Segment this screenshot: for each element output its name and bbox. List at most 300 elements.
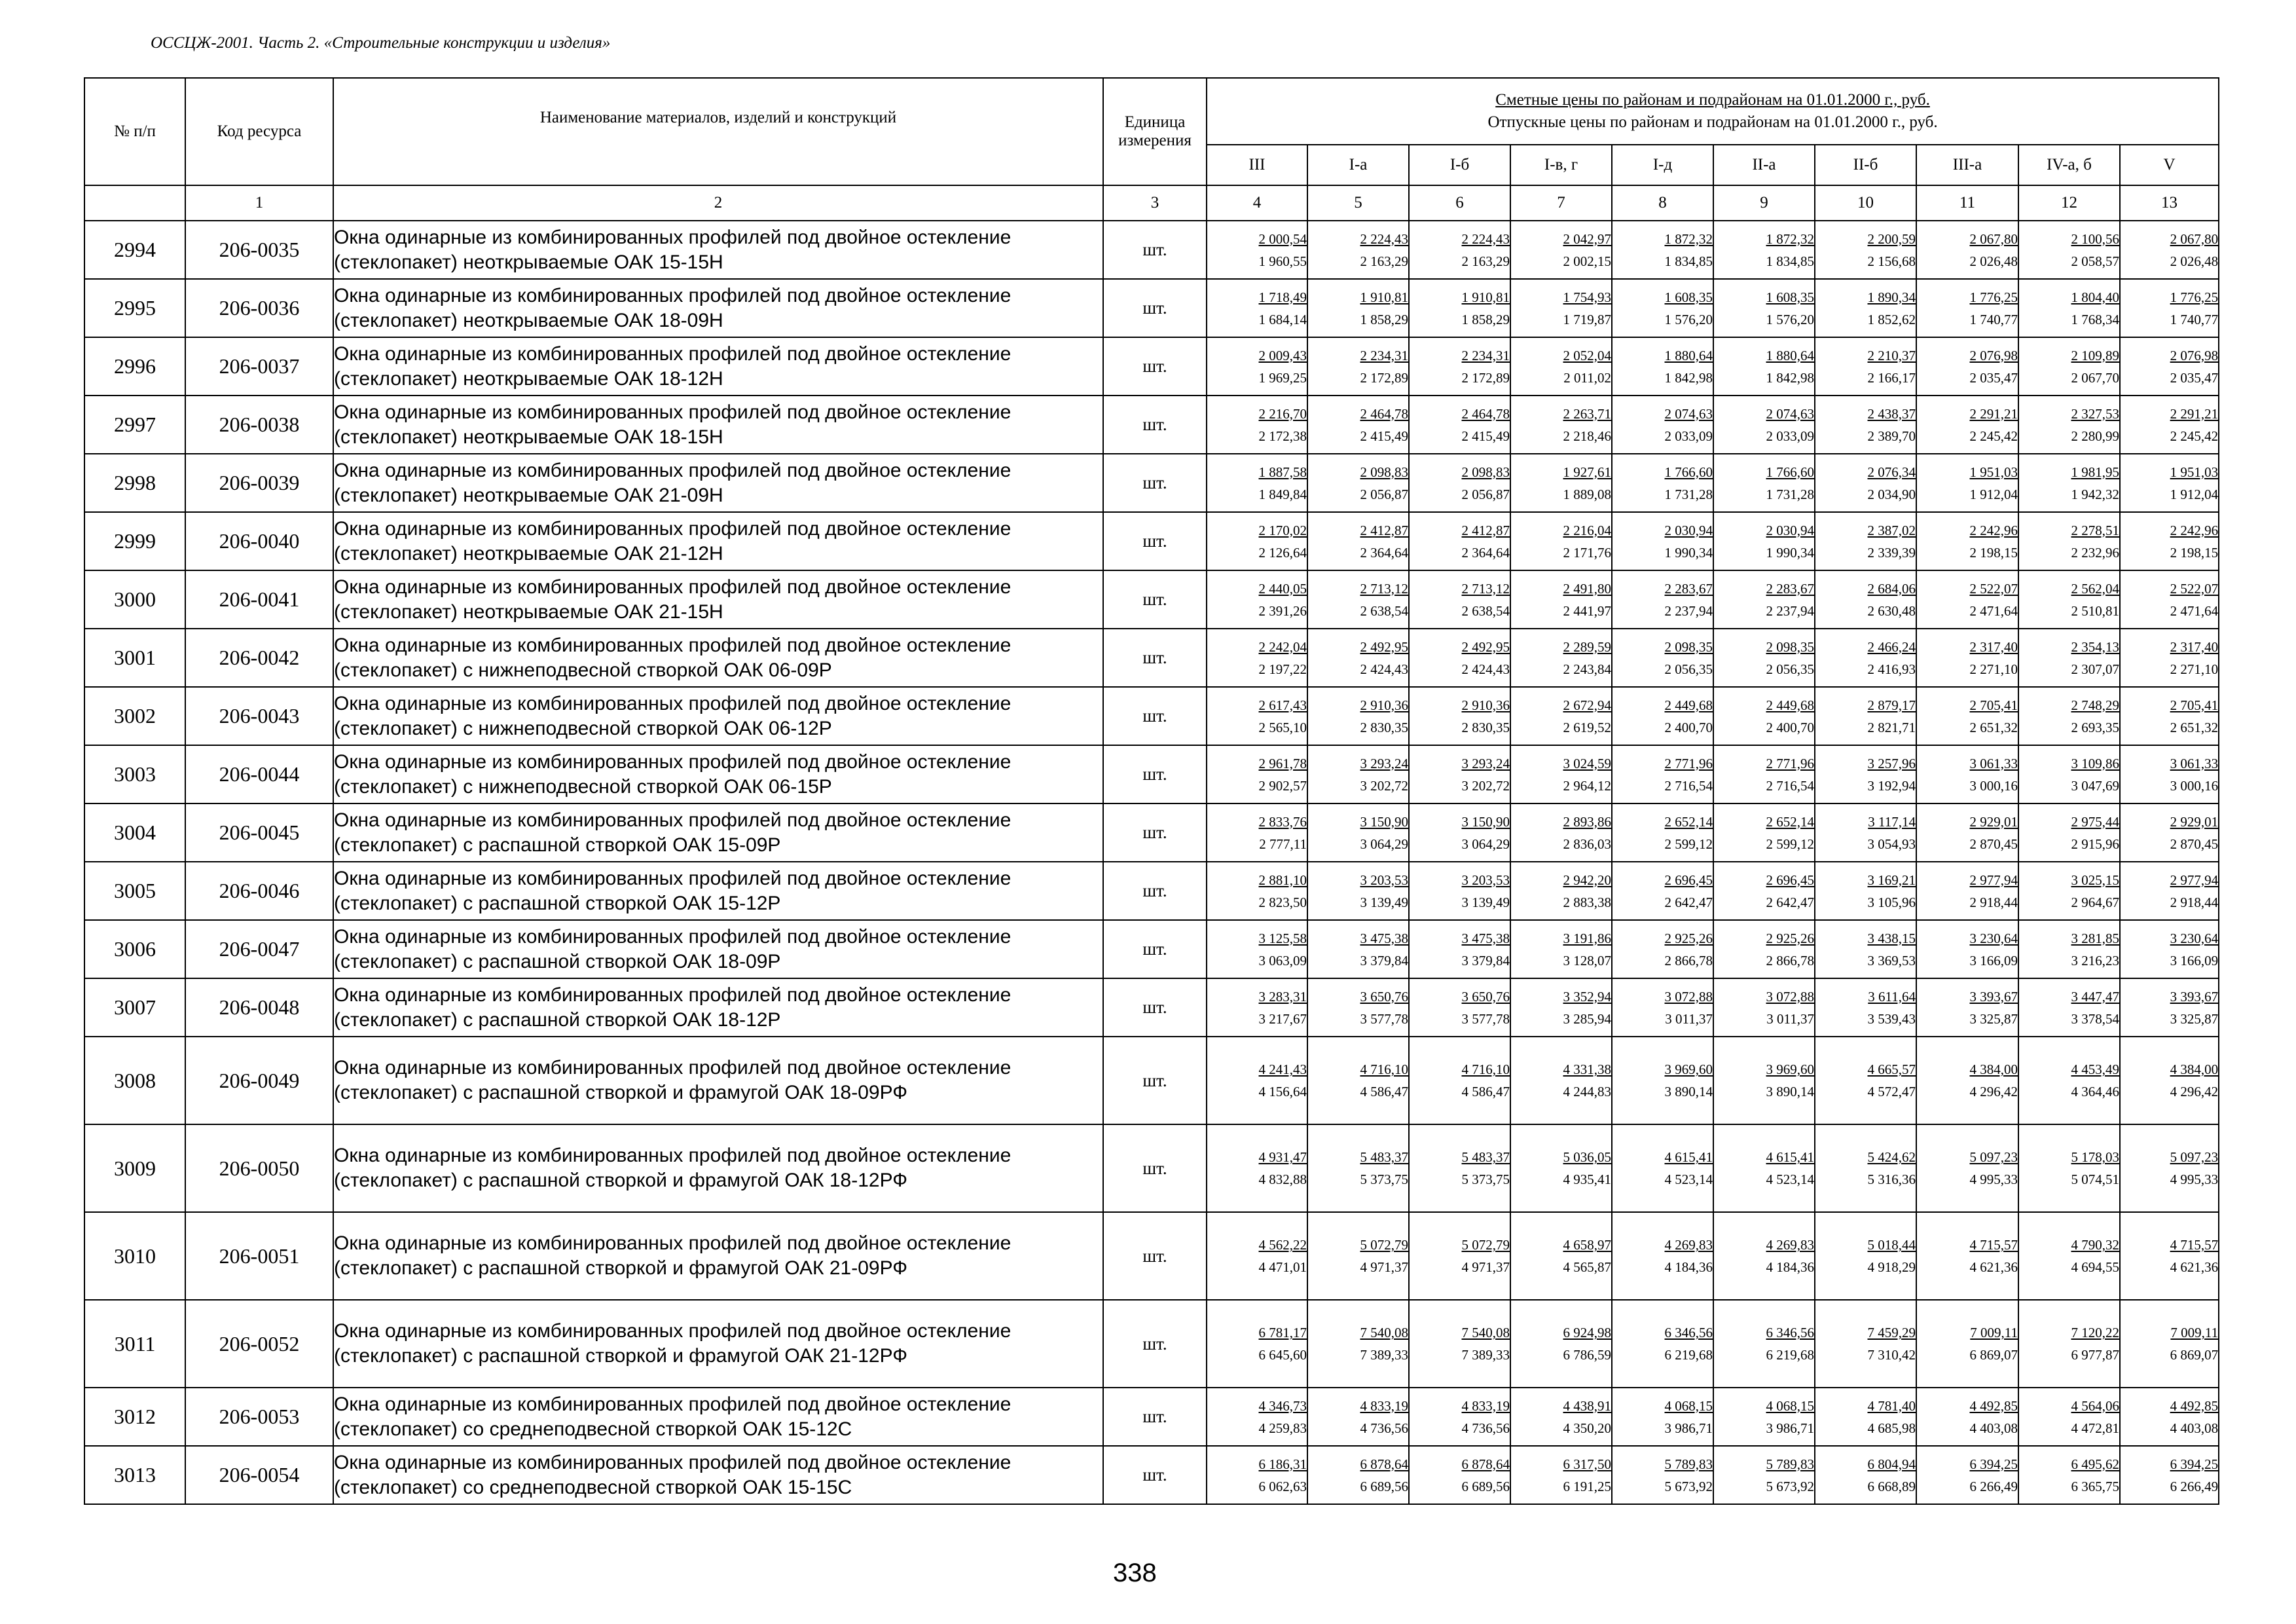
release-price: 1 969,25 xyxy=(1258,369,1307,386)
row-number: 2994 xyxy=(84,221,185,279)
price-cell xyxy=(2018,1300,2120,1388)
item-name: Окна одинарные из комбинированных профилей под двойное остекление (стеклопакет) неоткрываемые ОАК 18-09Н xyxy=(333,279,1103,337)
price-cell xyxy=(1510,862,1612,920)
column-number: 2 xyxy=(333,185,1103,221)
row-number: 3007 xyxy=(84,978,185,1037)
price-cell xyxy=(2120,1212,2219,1300)
estimate-price: 2 713,12 xyxy=(1461,580,1510,597)
release-price: 2 163,29 xyxy=(1461,253,1510,269)
price-cell xyxy=(1815,1300,1916,1388)
table-row xyxy=(84,221,2219,279)
release-price: 2 471,64 xyxy=(1969,602,2018,619)
price-cell xyxy=(1815,1446,1916,1504)
estimate-price: 2 052,04 xyxy=(1563,347,1611,363)
price-cell xyxy=(1612,803,1713,862)
release-price: 3 986,71 xyxy=(1664,1420,1713,1436)
release-price: 2 243,84 xyxy=(1563,661,1611,677)
price-cell xyxy=(1207,1446,1307,1504)
release-price: 6 668,89 xyxy=(1867,1478,1916,1494)
item-name: Окна одинарные из комбинированных профилей под двойное остекление (стеклопакет) с распашной створкой ОАК 18-12Р xyxy=(333,978,1103,1037)
release-price: 2 510,81 xyxy=(2071,602,2119,619)
item-name: Окна одинарные из комбинированных профилей под двойное остекление (стеклопакет) с нижнеподвесной створкой ОАК 06-09Р xyxy=(333,629,1103,687)
price-cell xyxy=(1815,629,1916,687)
price-cell xyxy=(2120,687,2219,745)
estimate-price: 4 438,91 xyxy=(1563,1397,1611,1414)
price-cell xyxy=(2120,337,2219,396)
estimate-price: 2 412,87 xyxy=(1360,522,1408,538)
row-number: 2998 xyxy=(84,454,185,512)
estimate-price: 6 924,98 xyxy=(1563,1325,1611,1340)
release-price: 2 033,09 xyxy=(1664,428,1713,444)
estimate-price: 4 833,19 xyxy=(1360,1397,1408,1414)
resource-code: 206-0054 xyxy=(185,1446,333,1504)
estimate-price: 2 696,45 xyxy=(1664,872,1713,888)
price-cell xyxy=(1916,803,2018,862)
estimate-price: 4 790,32 xyxy=(2071,1237,2119,1253)
price-cell xyxy=(1307,512,1409,570)
price-cell xyxy=(1409,803,1510,862)
price-cell xyxy=(1409,512,1510,570)
release-price: 2 271,10 xyxy=(1969,661,2018,677)
header-num: № п/п xyxy=(84,78,185,185)
price-cell xyxy=(1409,279,1510,337)
price-cell xyxy=(1612,978,1713,1037)
release-price: 3 011,37 xyxy=(1665,1010,1713,1027)
price-cell xyxy=(1612,1446,1713,1504)
estimate-price: 1 951,03 xyxy=(1969,464,2018,480)
item-name: Окна одинарные из комбинированных профилей под двойное остекление (стеклопакет) неоткрываемые ОАК 18-12Н xyxy=(333,337,1103,396)
release-price: 1 990,34 xyxy=(1664,544,1713,561)
price-cell xyxy=(1307,862,1409,920)
resource-code: 206-0035 xyxy=(185,221,333,279)
release-price: 1 740,77 xyxy=(1969,311,2018,327)
estimate-price: 4 716,10 xyxy=(1461,1061,1510,1077)
estimate-price: 5 036,05 xyxy=(1563,1149,1611,1165)
release-price: 2 416,93 xyxy=(1867,661,1916,677)
price-cell xyxy=(2018,1037,2120,1124)
price-cell xyxy=(1815,396,1916,454)
estimate-price: 4 269,83 xyxy=(1766,1237,1814,1253)
estimate-price: 3 061,33 xyxy=(2170,755,2219,771)
estimate-price: 3 352,94 xyxy=(1563,988,1611,1005)
column-number: 9 xyxy=(1713,185,1815,221)
price-cell xyxy=(2120,920,2219,978)
estimate-price: 4 564,06 xyxy=(2071,1397,2119,1414)
unit: шт. xyxy=(1103,512,1207,570)
price-cell xyxy=(1815,1388,1916,1446)
estimate-price: 6 878,64 xyxy=(1461,1456,1510,1472)
resource-code: 206-0050 xyxy=(185,1124,333,1212)
price-cell xyxy=(2018,396,2120,454)
table-row xyxy=(84,1388,2219,1446)
document-header: ОССЦЖ-2001. Часть 2. «Строительные конструкции и изделия» xyxy=(151,34,611,52)
estimate-price: 2 278,51 xyxy=(2071,522,2119,538)
column-number: 10 xyxy=(1815,185,1916,221)
release-price: 1 912,04 xyxy=(1969,486,2018,502)
release-price: 2 866,78 xyxy=(1766,952,1814,969)
price-cell xyxy=(1409,337,1510,396)
table-row xyxy=(84,1124,2219,1212)
row-number: 3005 xyxy=(84,862,185,920)
column-number: 11 xyxy=(1916,185,2018,221)
estimate-price: 2 910,36 xyxy=(1461,697,1510,713)
table-row xyxy=(84,745,2219,803)
estimate-price: 2 449,68 xyxy=(1664,697,1713,713)
estimate-price: 4 492,85 xyxy=(1969,1397,2018,1414)
release-price: 2 964,67 xyxy=(2071,894,2119,910)
price-cell xyxy=(1815,221,1916,279)
price-cell xyxy=(2018,862,2120,920)
price-cell xyxy=(1409,221,1510,279)
release-price: 2 026,48 xyxy=(1969,253,2018,269)
release-price: 2 067,70 xyxy=(2071,369,2119,386)
estimate-price: 3 475,38 xyxy=(1461,930,1510,946)
release-price: 1 842,98 xyxy=(1766,369,1814,386)
estimate-price: 3 230,64 xyxy=(2170,930,2219,946)
region-header: III-а xyxy=(1916,145,2018,185)
estimate-price: 4 833,19 xyxy=(1461,1397,1510,1414)
price-cell xyxy=(1510,1037,1612,1124)
release-price: 2 172,89 xyxy=(1461,369,1510,386)
price-cell xyxy=(1409,1212,1510,1300)
estimate-price: 2 317,40 xyxy=(2170,638,2219,655)
price-cell xyxy=(1207,396,1307,454)
price-cell xyxy=(2018,454,2120,512)
estimate-price: 2 098,83 xyxy=(1461,464,1510,480)
release-price: 2 245,42 xyxy=(2170,428,2219,444)
release-price: 6 869,07 xyxy=(1969,1347,2018,1363)
price-cell xyxy=(1612,1388,1713,1446)
release-price: 4 472,81 xyxy=(2071,1420,2119,1436)
table-row xyxy=(84,1300,2219,1388)
column-number-row xyxy=(84,185,2219,221)
price-cell xyxy=(1612,1124,1713,1212)
release-price: 2 424,43 xyxy=(1461,661,1510,677)
estimate-price: 2 317,40 xyxy=(1969,638,2018,655)
release-price: 2 821,71 xyxy=(1867,719,1916,735)
price-cell xyxy=(1612,1212,1713,1300)
row-number: 3006 xyxy=(84,920,185,978)
estimate-price: 2 354,13 xyxy=(2071,638,2119,655)
price-cell xyxy=(1207,862,1307,920)
release-price: 2 870,45 xyxy=(2170,836,2219,852)
release-price: 4 523,14 xyxy=(1766,1172,1814,1187)
price-cell xyxy=(2018,803,2120,862)
column-number: 12 xyxy=(2018,185,2120,221)
release-price: 6 869,07 xyxy=(2170,1347,2219,1363)
estimate-price: 6 346,56 xyxy=(1766,1325,1814,1340)
unit: шт. xyxy=(1103,396,1207,454)
price-cell xyxy=(2018,1212,2120,1300)
region-header: I-в, г xyxy=(1510,145,1612,185)
table-row xyxy=(84,803,2219,862)
price-cell xyxy=(1409,1446,1510,1504)
estimate-price: 3 125,58 xyxy=(1258,930,1307,946)
estimate-price: 4 384,00 xyxy=(2170,1061,2219,1077)
price-cell xyxy=(1612,279,1713,337)
estimate-price: 3 650,76 xyxy=(1360,988,1408,1005)
release-price: 2 638,54 xyxy=(1360,602,1408,619)
price-cell xyxy=(1916,1388,2018,1446)
price-cell xyxy=(2120,1388,2219,1446)
estimate-price: 4 715,57 xyxy=(1969,1237,2018,1253)
item-name: Окна одинарные из комбинированных профилей под двойное остекление (стеклопакет) со среднеподвесной створкой ОАК 15-15С xyxy=(333,1446,1103,1504)
item-name: Окна одинарные из комбинированных профилей под двойное остекление (стеклопакет) с нижнеподвесной створкой ОАК 06-12Р xyxy=(333,687,1103,745)
row-number: 3010 xyxy=(84,1212,185,1300)
row-number: 3004 xyxy=(84,803,185,862)
release-price: 2 823,50 xyxy=(1258,894,1307,910)
price-cell xyxy=(2018,1388,2120,1446)
estimate-price: 3 025,15 xyxy=(2071,872,2119,888)
unit: шт. xyxy=(1103,629,1207,687)
release-price: 2 056,35 xyxy=(1766,661,1814,677)
estimate-price: 3 447,47 xyxy=(2071,988,2119,1005)
estimate-price: 2 652,14 xyxy=(1664,813,1713,830)
price-cell xyxy=(1207,745,1307,803)
table-row xyxy=(84,1446,2219,1504)
region-header: II-а xyxy=(1713,145,1815,185)
estimate-price: 1 776,25 xyxy=(1969,289,2018,305)
price-cell xyxy=(1510,396,1612,454)
item-name: Окна одинарные из комбинированных профилей под двойное остекление (стеклопакет) неоткрываемые ОАК 21-12Н xyxy=(333,512,1103,570)
estimate-price: 1 910,81 xyxy=(1360,289,1408,305)
price-cell xyxy=(1815,803,1916,862)
release-price: 4 685,98 xyxy=(1867,1420,1916,1436)
release-price: 3 577,78 xyxy=(1461,1010,1510,1027)
estimate-price: 6 394,25 xyxy=(2170,1456,2219,1472)
region-header: I-д xyxy=(1612,145,1713,185)
price-cell xyxy=(1815,1124,1916,1212)
table-row xyxy=(84,978,2219,1037)
estimate-price: 1 718,49 xyxy=(1258,289,1307,305)
price-cell xyxy=(1510,1446,1612,1504)
price-cell xyxy=(2120,803,2219,862)
release-price: 2 172,38 xyxy=(1258,428,1307,444)
release-price: 4 156,64 xyxy=(1258,1084,1307,1099)
estimate-price: 1 766,60 xyxy=(1766,464,1814,480)
price-cell xyxy=(1510,629,1612,687)
resource-code: 206-0040 xyxy=(185,512,333,570)
estimate-price: 2 291,21 xyxy=(2170,405,2219,422)
release-price: 1 858,29 xyxy=(1360,311,1408,327)
estimate-price: 2 283,67 xyxy=(1664,580,1713,597)
release-price: 1 912,04 xyxy=(2170,486,2219,502)
release-price: 2 830,35 xyxy=(1461,719,1510,735)
estimate-price: 2 242,96 xyxy=(1969,522,2018,538)
release-price: 1 842,98 xyxy=(1664,369,1713,386)
release-price: 5 316,36 xyxy=(1867,1172,1916,1187)
estimate-price: 2 771,96 xyxy=(1664,755,1713,771)
release-price: 2 056,87 xyxy=(1360,486,1408,502)
estimate-price: 1 776,25 xyxy=(2170,289,2219,305)
estimate-price: 2 100,56 xyxy=(2071,231,2119,247)
release-price: 6 219,68 xyxy=(1664,1347,1713,1363)
release-price: 2 198,15 xyxy=(1969,544,2018,561)
price-cell xyxy=(1207,454,1307,512)
release-price: 2 400,70 xyxy=(1766,719,1814,735)
release-price: 2 245,42 xyxy=(1969,428,2018,444)
release-price: 6 786,59 xyxy=(1563,1347,1611,1363)
price-cell xyxy=(1916,1446,2018,1504)
price-cell xyxy=(1815,1037,1916,1124)
price-cell xyxy=(1207,978,1307,1037)
row-number: 2999 xyxy=(84,512,185,570)
row-number: 3000 xyxy=(84,570,185,629)
release-price: 2 166,17 xyxy=(1867,369,1916,386)
price-cell xyxy=(1612,920,1713,978)
item-name: Окна одинарные из комбинированных профилей под двойное остекление (стеклопакет) с нижнеподвесной створкой ОАК 06-15Р xyxy=(333,745,1103,803)
release-price: 1 576,20 xyxy=(1766,311,1814,327)
estimate-price: 2 522,07 xyxy=(1969,580,2018,597)
estimate-price: 2 975,44 xyxy=(2071,813,2119,830)
price-cell xyxy=(1510,512,1612,570)
estimate-price: 6 495,62 xyxy=(2071,1456,2119,1472)
table-row xyxy=(84,337,2219,396)
price-cell xyxy=(1307,1300,1409,1388)
price-cell xyxy=(2120,1037,2219,1124)
price-cell xyxy=(1207,1212,1307,1300)
release-price: 2 630,48 xyxy=(1867,602,1916,619)
item-name: Окна одинарные из комбинированных профилей под двойное остекление (стеклопакет) неоткрываемые ОАК 21-09Н xyxy=(333,454,1103,512)
estimate-price: 4 658,97 xyxy=(1563,1237,1611,1253)
price-table xyxy=(84,77,2219,1505)
release-price: 4 296,42 xyxy=(1969,1084,2018,1099)
release-price: 2 280,99 xyxy=(2071,428,2119,444)
estimate-price: 5 483,37 xyxy=(1461,1149,1510,1165)
unit: шт. xyxy=(1103,337,1207,396)
resource-code: 206-0048 xyxy=(185,978,333,1037)
release-price: 6 062,63 xyxy=(1258,1478,1307,1494)
release-price: 4 995,33 xyxy=(1969,1172,2018,1187)
price-cell xyxy=(1307,1037,1409,1124)
price-cell xyxy=(1207,279,1307,337)
resource-code: 206-0041 xyxy=(185,570,333,629)
price-cell xyxy=(2120,1446,2219,1504)
price-cell xyxy=(1409,978,1510,1037)
estimate-price: 6 878,64 xyxy=(1360,1456,1408,1472)
release-price: 3 202,72 xyxy=(1360,777,1408,794)
release-price: 6 645,60 xyxy=(1258,1347,1307,1363)
estimate-price: 1 608,35 xyxy=(1664,289,1713,305)
release-price: 4 184,36 xyxy=(1664,1259,1713,1275)
price-cell xyxy=(1510,920,1612,978)
release-price: 2 339,39 xyxy=(1867,544,1916,561)
estimate-price: 2 929,01 xyxy=(2170,813,2219,830)
estimate-price: 1 872,32 xyxy=(1664,231,1713,247)
resource-code: 206-0051 xyxy=(185,1212,333,1300)
release-price: 3 047,69 xyxy=(2071,777,2119,794)
estimate-price: 2 224,43 xyxy=(1360,231,1408,247)
release-price: 1 731,28 xyxy=(1766,486,1814,502)
estimate-price: 5 178,03 xyxy=(2071,1149,2119,1165)
price-cell xyxy=(2120,862,2219,920)
estimate-price: 6 317,50 xyxy=(1563,1456,1611,1472)
estimate-price: 2 464,78 xyxy=(1461,405,1510,422)
release-price: 5 673,92 xyxy=(1664,1478,1713,1494)
estimate-price: 2 098,35 xyxy=(1664,638,1713,655)
release-price: 2 156,68 xyxy=(1867,253,1916,269)
price-cell xyxy=(1207,1388,1307,1446)
release-price: 6 191,25 xyxy=(1563,1478,1611,1494)
price-cell xyxy=(1307,454,1409,512)
estimate-price: 1 981,95 xyxy=(2071,464,2119,480)
estimate-price: 2 216,04 xyxy=(1563,522,1611,538)
estimate-price: 2 833,76 xyxy=(1258,813,1307,830)
release-price: 3 192,94 xyxy=(1867,777,1916,794)
estimate-price: 3 109,86 xyxy=(2071,755,2119,771)
price-cell xyxy=(1510,337,1612,396)
column-number: 5 xyxy=(1307,185,1409,221)
release-price: 3 369,53 xyxy=(1867,952,1916,969)
estimate-price: 2 440,05 xyxy=(1258,580,1307,597)
estimate-price: 2 684,06 xyxy=(1867,580,1916,597)
release-price: 2 172,89 xyxy=(1360,369,1408,386)
price-cell xyxy=(1713,1300,1815,1388)
table-row xyxy=(84,396,2219,454)
price-cell xyxy=(1916,978,2018,1037)
release-price: 2 651,32 xyxy=(2170,719,2219,735)
unit: шт. xyxy=(1103,1124,1207,1212)
estimate-price: 2 263,71 xyxy=(1563,405,1611,422)
estimate-price: 2 961,78 xyxy=(1258,755,1307,771)
price-cell xyxy=(1409,745,1510,803)
price-cell xyxy=(1510,1388,1612,1446)
release-price: 3 378,54 xyxy=(2071,1010,2119,1027)
price-cell xyxy=(1307,396,1409,454)
estimate-price: 2 067,80 xyxy=(2170,231,2219,247)
release-price: 5 074,51 xyxy=(2071,1172,2119,1187)
price-cell xyxy=(2120,1300,2219,1388)
release-price: 4 259,83 xyxy=(1258,1420,1307,1436)
release-price: 2 716,54 xyxy=(1766,777,1814,794)
row-number: 3009 xyxy=(84,1124,185,1212)
estimate-price: 5 483,37 xyxy=(1360,1149,1408,1165)
price-cell xyxy=(1307,920,1409,978)
price-cell xyxy=(1916,687,2018,745)
price-cell xyxy=(1612,396,1713,454)
release-price: 1 834,85 xyxy=(1766,253,1814,269)
price-cell xyxy=(2120,512,2219,570)
price-cell xyxy=(1713,803,1815,862)
estimate-price: 2 771,96 xyxy=(1766,755,1814,771)
release-price: 3 890,14 xyxy=(1664,1084,1713,1099)
estimate-price: 2 170,02 xyxy=(1258,522,1307,538)
release-price: 3 577,78 xyxy=(1360,1010,1408,1027)
table-row xyxy=(84,454,2219,512)
unit: шт. xyxy=(1103,803,1207,862)
release-price: 3 054,93 xyxy=(1867,836,1916,852)
estimate-price: 4 562,22 xyxy=(1258,1237,1307,1253)
unit: шт. xyxy=(1103,1446,1207,1504)
row-number: 3003 xyxy=(84,745,185,803)
unit: шт. xyxy=(1103,687,1207,745)
release-price: 2 237,94 xyxy=(1766,602,1814,619)
price-cell xyxy=(1307,803,1409,862)
estimate-price: 1 872,32 xyxy=(1766,231,1814,247)
estimate-price: 2 074,63 xyxy=(1766,405,1814,422)
price-cell xyxy=(1409,920,1510,978)
price-cell xyxy=(1307,221,1409,279)
price-cell xyxy=(1713,978,1815,1037)
price-cell xyxy=(2018,745,2120,803)
estimate-price: 2 977,94 xyxy=(1969,872,2018,888)
price-cell xyxy=(1510,1124,1612,1212)
price-cell xyxy=(1612,687,1713,745)
estimate-price: 3 475,38 xyxy=(1360,930,1408,946)
price-cell xyxy=(1207,1037,1307,1124)
price-cell xyxy=(1409,1037,1510,1124)
release-price: 1 576,20 xyxy=(1664,311,1713,327)
